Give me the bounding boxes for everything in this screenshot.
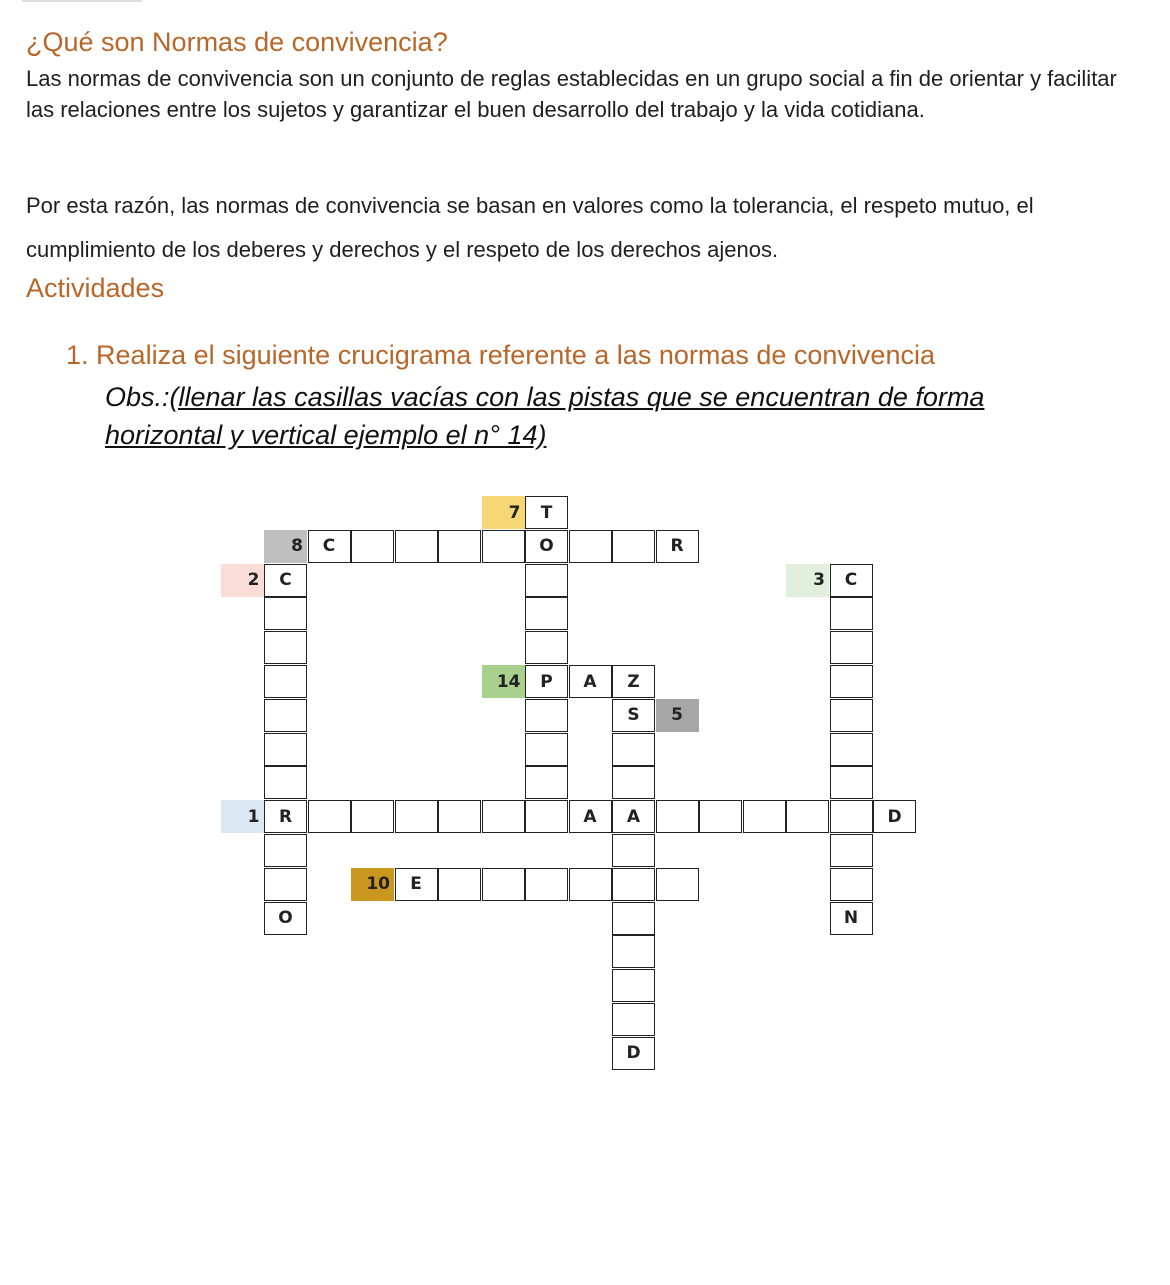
crossword-cell[interactable]	[308, 800, 351, 833]
crossword-cell[interactable]	[830, 868, 873, 901]
crossword-cell[interactable]	[264, 597, 307, 630]
crossword-cell[interactable]	[264, 665, 307, 698]
task-text: Realiza el siguiente crucigrama referente a las normas de convivencia	[96, 340, 935, 370]
clue-number-label: 14	[482, 665, 525, 698]
page-heading: ¿Qué son Normas de convivencia?	[26, 27, 448, 57]
crossword-cell[interactable]	[264, 834, 307, 867]
crossword-cell[interactable]	[612, 868, 655, 901]
crossword-cell[interactable]	[264, 733, 307, 766]
crossword-cell[interactable]	[482, 868, 525, 901]
crossword-cell[interactable]	[612, 733, 655, 766]
crossword-cell[interactable]: C	[264, 564, 307, 597]
crossword-cell[interactable]	[830, 631, 873, 664]
crossword-cell[interactable]	[569, 530, 612, 563]
clue-number-label: 3	[786, 564, 829, 597]
crossword-cell[interactable]	[786, 800, 829, 833]
crossword-cell[interactable]: T	[525, 496, 568, 529]
crossword-cell[interactable]	[612, 1003, 655, 1036]
crossword-cell[interactable]: D	[873, 800, 916, 833]
crossword-cell[interactable]	[264, 868, 307, 901]
crossword-cell[interactable]	[656, 868, 699, 901]
crossword-cell[interactable]	[264, 766, 307, 799]
crossword-cell[interactable]	[351, 530, 394, 563]
crossword-cell[interactable]	[482, 530, 525, 563]
clue-number-label: 7	[482, 496, 525, 529]
crossword-cell[interactable]: C	[308, 530, 351, 563]
crossword-cell[interactable]	[612, 766, 655, 799]
crossword-cell[interactable]	[699, 800, 742, 833]
crossword-cell[interactable]	[830, 766, 873, 799]
crossword-cell[interactable]: O	[264, 902, 307, 935]
crossword-cell[interactable]	[656, 800, 699, 833]
crossword-cell[interactable]	[264, 699, 307, 732]
clue-number-label: 2	[221, 564, 264, 597]
crossword-cell[interactable]	[612, 530, 655, 563]
task-number: 1.	[66, 340, 89, 370]
obs-text: (llenar las casillas vacías con las pistas que se encuentran de forma horizontal y vertical ejemplo el n° 14)	[105, 382, 985, 450]
crossword-cell[interactable]	[612, 969, 655, 1002]
crossword-cell[interactable]	[830, 733, 873, 766]
clue-number-label: 10	[351, 868, 394, 901]
crossword-cell[interactable]	[830, 699, 873, 732]
crossword-cell[interactable]	[438, 530, 481, 563]
crossword-cell[interactable]	[612, 834, 655, 867]
crossword-cell[interactable]	[395, 800, 438, 833]
crossword-cell[interactable]	[569, 868, 612, 901]
crossword-cell[interactable]	[264, 631, 307, 664]
obs-prefix: Obs.:	[105, 382, 170, 412]
crossword-cell[interactable]	[830, 834, 873, 867]
crossword-cell[interactable]	[525, 699, 568, 732]
crossword-cell[interactable]	[525, 631, 568, 664]
crossword-cell[interactable]	[525, 597, 568, 630]
intro-paragraph: Las normas de convivencia son un conjunto de reglas establecidas en un grupo social a fin de orientar y facilitar las relaciones entre los sujetos y garantizar el buen desarrollo del trabajo y la vida cotidiana.	[26, 66, 1117, 122]
clue-number-label: 1	[221, 800, 264, 833]
crossword-cell[interactable]: A	[569, 800, 612, 833]
crossword-cell[interactable]	[482, 800, 525, 833]
crossword-cell[interactable]: R	[264, 800, 307, 833]
crossword-cell[interactable]: O	[525, 530, 568, 563]
crossword-cell[interactable]: Z	[612, 665, 655, 698]
clue-number-label: 5	[656, 699, 699, 732]
crossword-cell[interactable]: N	[830, 902, 873, 935]
crossword-cell[interactable]	[438, 800, 481, 833]
values-paragraph: Por esta razón, las normas de convivencia se basan en valores como la tolerancia, el respeto mutuo, el cumplimiento de los deberes y derechos y el respeto de los derechos ajenos.	[26, 193, 1034, 262]
crossword-cell[interactable]	[830, 597, 873, 630]
crossword-cell[interactable]	[612, 902, 655, 935]
crossword-cell[interactable]	[830, 800, 873, 833]
crossword-cell[interactable]: D	[612, 1037, 655, 1070]
crossword-cell[interactable]: P	[525, 665, 568, 698]
crossword-cell[interactable]	[395, 530, 438, 563]
crossword-cell[interactable]: R	[656, 530, 699, 563]
crossword-cell[interactable]	[351, 800, 394, 833]
crossword-cell[interactable]: S	[612, 699, 655, 732]
crossword-cell[interactable]: C	[830, 564, 873, 597]
crossword-cell[interactable]	[830, 665, 873, 698]
activities-heading: Actividades	[26, 273, 165, 303]
crossword-cell[interactable]	[525, 766, 568, 799]
crossword-cell[interactable]: A	[612, 800, 655, 833]
crossword-cell[interactable]	[438, 868, 481, 901]
clue-number-label: 8	[264, 530, 307, 563]
crossword-cell[interactable]	[525, 800, 568, 833]
crossword-cell[interactable]	[743, 800, 786, 833]
crossword-cell[interactable]	[525, 733, 568, 766]
crossword-cell[interactable]	[612, 935, 655, 968]
crossword-cell[interactable]	[525, 564, 568, 597]
crossword-cell[interactable]	[525, 868, 568, 901]
crossword-cell[interactable]: E	[395, 868, 438, 901]
crossword-cell[interactable]: A	[569, 665, 612, 698]
